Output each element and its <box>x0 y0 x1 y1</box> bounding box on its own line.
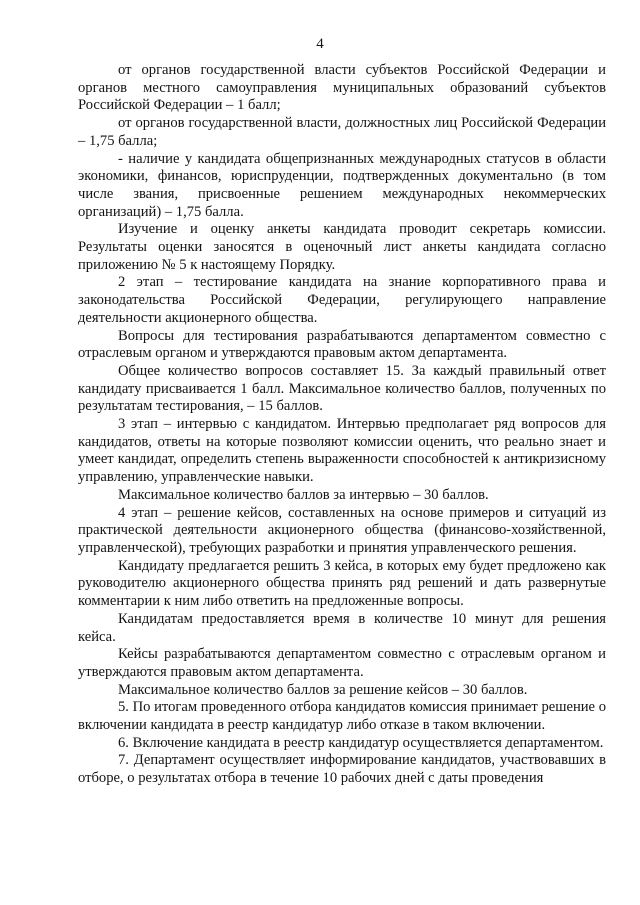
paragraph: от органов государственной власти, должностных лиц Российской Федерации – 1,75 балла; <box>78 115 606 149</box>
paragraph: Изучение и оценку анкеты кандидата проводит секретарь комиссии. Результаты оценки заносятся в оценочный лист анкеты кандидата согласно приложению № 5 к настоящему Порядку. <box>78 221 606 273</box>
paragraph: от органов государственной власти субъектов Российской Федерации и органов местного самоуправления муниципальных образований субъектов Российской Федерации – 1 балл; <box>78 62 606 114</box>
paragraph: 3 этап – интервью с кандидатом. Интервью предполагает ряд вопросов для кандидатов, ответы на которые позволяют комиссии оценить, что реально знает и умеет кандидат, определить степень выраженности способностей к антикризисному управлению, управленческие навыки. <box>78 416 606 486</box>
body-text <box>78 62 606 788</box>
paragraph: Кейсы разрабатываются департаментом совместно с отраслевым органом и утверждаются правовым актом департамента. <box>78 646 606 680</box>
paragraph: 4 этап – решение кейсов, составленных на основе примеров и ситуаций из практической деятельности акционерного общества (финансово-хозяйственной, управленческой), требующих разработки и принятия управленческого решения. <box>78 504 606 556</box>
paragraph: 2 этап – тестирование кандидата на знание корпоративного права и законодательства Российской Федерации, регулирующего направление деятельности акционерного общества. <box>78 274 606 326</box>
page-number: 4 <box>316 36 324 52</box>
paragraph: Кандидату предлагается решить 3 кейса, в которых ему будет предложено как руководителю акционерного общества принять ряд решений и дать развернутые комментарии к ним либо ответить на предложенные вопросы. <box>78 557 606 610</box>
paragraph: Вопросы для тестирования разрабатываются департаментом совместно с отраслевым органом и утверждаются правовым актом департамента. <box>78 327 606 362</box>
paragraph: Максимальное количество баллов за интервью – 30 баллов. <box>118 486 489 503</box>
paragraph: 7. Департамент осуществляет информирование кандидатов, участвовавших в отборе, о результатах отбора в течение 10 рабочих дней с даты проведения <box>78 752 606 787</box>
paragraph: Общее количество вопросов составляет 15. За каждый правильный ответ кандидату присваивается 1 балл. Максимальное количество баллов, полученных по результатам тестирования, – 15 баллов. <box>78 362 606 415</box>
paragraph: 5. По итогам проведенного отбора кандидатов комиссия принимает решение о включении кандидата в реестр кандидатур либо отказе в таком включении. <box>78 699 606 734</box>
paragraph: 6. Включение кандидата в реестр кандидатур осуществляется департаментом. <box>118 734 604 751</box>
paragraph: Кандидатам предоставляется время в количестве 10 минут для решения кейса. <box>78 610 606 645</box>
paragraph: Максимальное количество баллов за решение кейсов – 30 баллов. <box>118 681 528 698</box>
paragraph: - наличие у кандидата общепризнанных международных статусов в области экономики, финансов, юриспруденции, подтвержденных документально (в том числе звания, присвоенные решением международных некоммерческих организаций) – 1,75 балла. <box>78 150 606 220</box>
